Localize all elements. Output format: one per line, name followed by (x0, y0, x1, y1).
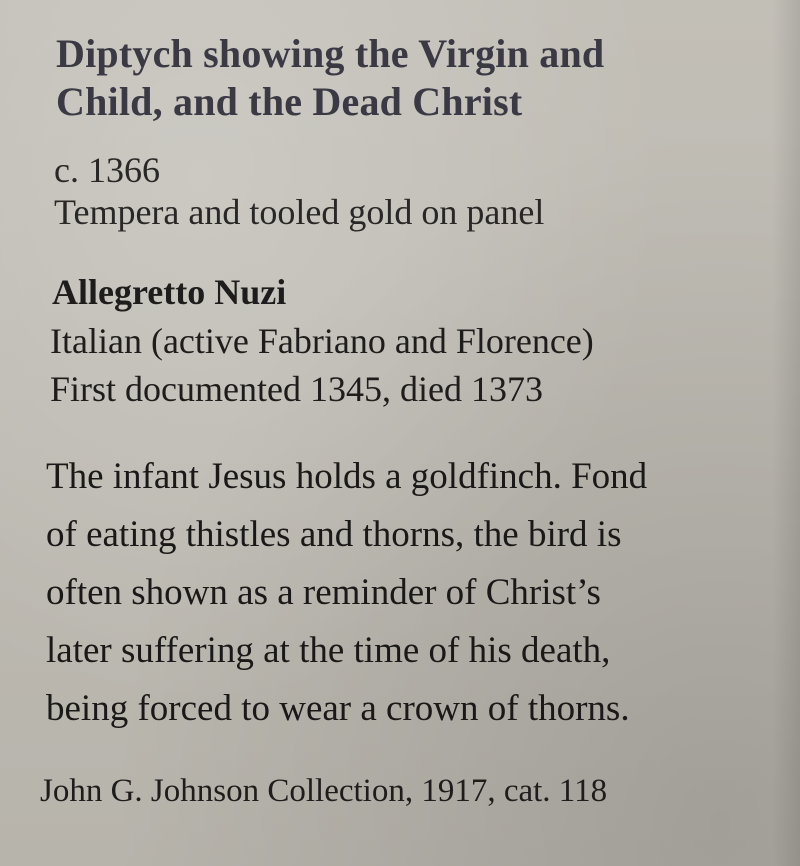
description-line-5: being forced to wear a crown of thorns. (46, 688, 630, 729)
artwork-date: c. 1366 (54, 150, 160, 190)
artwork-title-line-1: Diptych showing the Virgin and (56, 31, 605, 76)
description-line-4: later suffering at the time of his death, (46, 630, 611, 671)
description-line-2: of eating thistles and thorns, the bird is (46, 514, 622, 555)
description-line-1: The infant Jesus holds a goldfinch. Fond (46, 456, 648, 497)
artist-life-dates: First documented 1345, died 1373 (50, 369, 543, 409)
artwork-title-line-2: Child, and the Dead Christ (56, 79, 523, 124)
artwork-title (56, 30, 604, 126)
credit-line: John G. Johnson Collection, 1917, cat. 118 (40, 773, 608, 809)
description-line-3: often shown as a reminder of Christ’s (46, 572, 601, 613)
card-edge-shadow (772, 0, 800, 866)
artist-nationality: Italian (active Fabriano and Florence) (50, 321, 594, 361)
artwork-description (46, 448, 647, 738)
artist-name: Allegretto Nuzi (52, 272, 287, 312)
artwork-medium: Tempera and tooled gold on panel (54, 192, 545, 232)
